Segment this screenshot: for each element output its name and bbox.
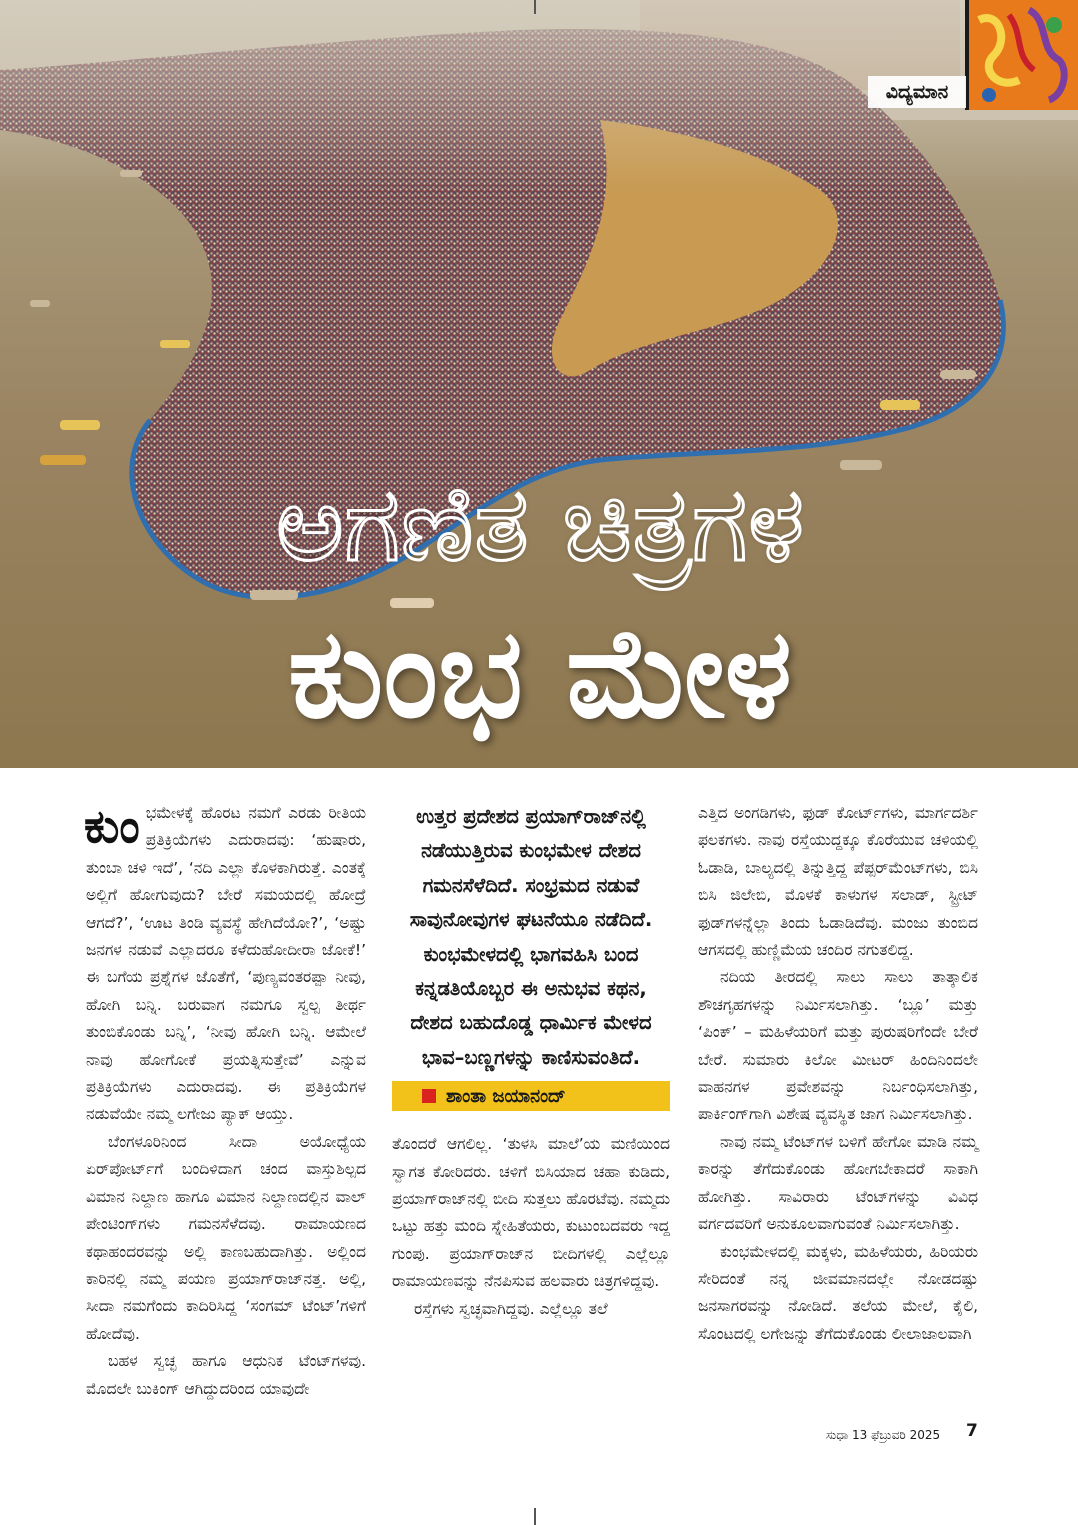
article-paragraph: ಬಹಳ ಸ್ವಚ್ಛ ಹಾಗೂ ಆಧುನಿಕ ಟೆಂಟ್‌ಗಳವು. ಮೊದಲೇ ಬುಕಿಂಗ್ ಆಗಿದ್ದುದರಿಂದ ಯಾವುದೇ — [86, 1352, 366, 1398]
headline-line-1: ಅಗಣಿತ ಚಿತ್ರಗಳ — [275, 463, 805, 585]
drop-cap: ಕುಂ — [84, 799, 140, 853]
crop-mark — [534, 0, 536, 14]
article-paragraph: ಬೆಂಗಳೂರಿನಿಂದ ಸೀದಾ ಅಯೋಧ್ಯೆಯ ಏರ್‌ಪೋರ್ಟ್‌ಗೆ ಬಂದಿಳಿದಾಗ ಚಂದ ವಾಸ್ತುಶಿಲ್ಪದ ವಿಮಾನ ನಿಲ್ದಾಣ ಹಾಗೂ ವಿಮಾನ ನಿಲ್ದಾಣದಲ್ಲಿನ ವಾಲ್ ಪೇಂಟಿಂಗ್‌ಗಳು ಗಮನಸೆಳೆದವು. ರಾಮಾಯಣದ ಕಥಾಹಂದರವನ್ನು ಅಲ್ಲಿ ಕಾಣಬಹುದಾಗಿತ್ತು. ಅಲ್ಲಿಂದ ಕಾರಿನಲ್ಲಿ ನಮ್ಮ ಪಯಣ ಪ್ರಯಾಗ್‌ರಾಜ್‌ನತ್ತ. ಅಲ್ಲಿ, ಸೀದಾ ನಮಗೆಂದು ಕಾದಿರಿಸಿದ್ದ ‘ಸಂಗಮ್ ಟೆಂಟ್’ಗಳಿಗೆ ಹೋದೆವು. — [86, 1132, 366, 1343]
article-column-1 — [86, 800, 366, 1403]
article-paragraph: ಕುಂಭಮೇಳದಲ್ಲಿ ಮಕ್ಕಳು, ಮಹಿಳೆಯರು, ಹಿರಿಯರು ಸೇರಿದಂತೆ ನನ್ನ ಜೀವಮಾನದಲ್ಲೇ ನೋಡದಷ್ಟು ಜನಸಾಗರವನ್ನು ನೋಡಿದೆ. ತಲೆಯ ಮೇಲೆ, ಕೈಲಿ, ಸೊಂಟದಲ್ಲಿ ಲಗೇಜನ್ನು ತೆಗೆದುಕೊಂಡು ಲೀಲಾಜಾಲವಾಗಿ — [698, 1242, 978, 1343]
article-paragraph — [86, 800, 366, 1129]
page-number: 7 — [966, 1421, 978, 1441]
article-paragraph: ಎತ್ತಿದ ಅಂಗಡಿಗಳು, ಫುಡ್ ಕೋರ್ಟ್‌ಗಳು, ಮಾರ್ಗದರ್ಶಿ ಫಲಕಗಳು. ನಾವು ರಸ್ತೆಯುದ್ದಕ್ಕೂ ಕೊರೆಯುವ ಚಳಿಯಲ್ಲಿ ಓಡಾಡಿ, ಬಾಲ್ಯದಲ್ಲಿ ತಿನ್ನುತ್ತಿದ್ದ ಪೆಪ್ಪರ್‌ಮೆಂಟ್‌ಗಳು, ಬಿಸಿ ಬಿಸಿ ಜಿಲೇಬಿ, ಮೊಳಕೆ ಕಾಳುಗಳ ಸಲಾಡ್, ಸ್ಟ್ರೀಟ್ ಫುಡ್‌ಗಳನ್ನೆಲ್ಲಾ ತಿಂದು ಓಡಾಡಿದೆವು. ಮಂಜು ತುಂಬಿದ ಆಗಸದಲ್ಲಿ ಹುಣ್ಣಿಮೆಯ ಚಂದಿರ ನಗುತಲಿದ್ದ. — [698, 804, 978, 960]
crop-mark — [534, 1508, 536, 1525]
author-name: ಶಾಂತಾ ಜಯಾನಂದ್ — [446, 1085, 566, 1107]
article-paragraph: ರಸ್ತೆಗಳು ಸ್ವಚ್ಛವಾಗಿದ್ದವು. ಎಲ್ಲೆಲ್ಲೂ ತಲೆ — [414, 1299, 608, 1318]
paragraph-text: ಭಮೇಳಕ್ಕೆ ಹೊರಟ ನಮಗೆ ಎರಡು ರೀತಿಯ ಪ್ರತಿಕ್ರಿಯೆಗಳು ಎದುರಾದವು: ‘ಹುಷಾರು, ತುಂಬಾ ಚಳಿ ಇದೆ’, ‘ನದಿ ಎಲ್ಲಾ ಕೊಳಕಾಗಿರುತ್ತೆ. ಎಂತಕ್ಕೆ ಅಲ್ಲಿಗೆ ಹೋಗುವುದು? ಬೇರೆ ಸಮಯದಲ್ಲಿ ಹೋದ್ರೆ ಆಗದೆ?’, ‘ಊಟ ತಿಂಡಿ ವ್ಯವಸ್ಥೆ ಹೇಗಿದೆಯೋ?’, ‘ಅಷ್ಟು ಜನಗಳ ನಡುವೆ ಎಲ್ಲಾದರೂ ಕಳೆದುಹೋದೀರಾ ಜೋಕೆ!’ ಈ ಬಗೆಯ ಪ್ರಶ್ನೆಗಳ ಜೊತೆಗೆ, ‘ಪುಣ್ಯವಂತರಪ್ಪಾ ನೀವು, ಹೋಗಿ ಬನ್ನಿ. ಬರುವಾಗ ನಮಗೂ ಸ್ವಲ್ಪ ತೀರ್ಥ ತುಂಬಿಕೊಂಡು ಬನ್ನಿ’, ‘ನೀವು ಹೋಗಿ ಬನ್ನಿ. ಆಮೇಲೆ ನಾವು ಹೋಗೋಕೆ ಪ್ರಯತ್ನಿಸುತ್ತೇವೆ’ ಎನ್ನುವ ಪ್ರತಿಕ್ರಿಯೆಗಳು ಎದುರಾದವು. ಈ ಪ್ರತಿಕ್ರಿಯೆಗಳ ನಡುವೆಯೇ ನಮ್ಮ ಲಗೇಜು ಪ್ಯಾಕ್ ಆಯ್ತು. — [86, 804, 366, 1124]
page-folio: ಸುಧಾ 13 ಫೆಬ್ರುವರಿ 2025 — [826, 1428, 941, 1442]
section-label: ವಿದ್ಯಮಾನ — [868, 76, 966, 108]
headline-line-2: ಕುಂಭ ಮೇಳ — [288, 602, 792, 746]
byline — [392, 1081, 670, 1111]
article-column-3 — [698, 800, 978, 1348]
article-body — [392, 1131, 670, 1323]
byline-marker-icon — [422, 1089, 436, 1103]
article-paragraph: ನಾವು ನಮ್ಮ ಟೆಂಟ್‌ಗಳ ಬಳಿಗೆ ಹೇಗೋ ಮಾಡಿ ನಮ್ಮ ಕಾರನ್ನು ತೆಗೆದುಕೊಂಡು ಹೋಗಬೇಕಾದರೆ ಸಾಕಾಗಿ ಹೋಗಿತ್ತು. ಸಾವಿರಾರು ಟೆಂಟ್‌ಗಳನ್ನು ವಿವಿಧ ವರ್ಗದವರಿಗೆ ಅನುಕೂಲವಾಗುವಂತೆ ನಿರ್ಮಿಸಲಾಗಿತ್ತು. — [698, 1132, 978, 1234]
section-logo — [969, 0, 1078, 110]
section-logo-art — [969, 0, 1078, 110]
standfirst: ಉತ್ತರ ಪ್ರದೇಶದ ಪ್ರಯಾಗ್‌ರಾಜ್‌ನಲ್ಲಿ ನಡೆಯುತ್ತಿರುವ ಕುಂಭಮೇಳ ದೇಶದ ಗಮನಸೆಳೆದಿದೆ. ಸಂಭ್ರಮದ ನಡುವೆ ಸಾವುನೋವುಗಳ ಘಟನೆಯೂ ನಡೆದಿದೆ. ಕುಂಭಮೇಳದಲ್ಲಿ ಭಾಗವಹಿಸಿ ಬಂದ ಕನ್ನಡತಿಯೊಬ್ಬರ ಈ ಅನುಭವ ಕಥನ, ದೇಶದ ಬಹುದೊಡ್ಡ ಧಾರ್ಮಿಕ ಮೇಳದ ಭಾವ–ಬಣ್ಣಗಳನ್ನು ಕಾಣಿಸುವಂತಿದೆ. — [409, 805, 653, 1069]
article-paragraph: ತೊಂದರೆ ಆಗಲಿಲ್ಲ. ‘ತುಳಸಿ ಮಾಲೆ’ಯ ಮಣಿಯಿಂದ ಸ್ವಾಗತ ಕೋರಿದರು. ಚಳಿಗೆ ಬಿಸಿಯಾದ ಚಹಾ ಕುಡಿದು, ಪ್ರಯಾಗ್‌ರಾಜ್‌ನಲ್ಲಿ ಬೀದಿ ಸುತ್ತಲು ಹೊರಟೆವು. ನಮ್ಮದು ಒಟ್ಟು ಹತ್ತು ಮಂದಿ ಸ್ನೇಹಿತೆಯರು, ಕುಟುಂಬದವರು ಇದ್ದ ಗುಂಪು. ಪ್ರಯಾಗ್‌ರಾಜ್‌ನ ಬೀದಿಗಳಲ್ಲಿ ಎಲ್ಲೆಲ್ಲೂ ರಾಮಾಯಣವನ್ನು ನೆನಪಿಸುವ ಹಲವಾರು ಚಿತ್ರಗಳಿದ್ದವು. — [392, 1135, 670, 1291]
article-column-2 — [392, 800, 670, 1323]
article-paragraph: ನದಿಯ ತೀರದಲ್ಲಿ ಸಾಲು ಸಾಲು ತಾತ್ಕಾಲಿಕ ಶೌಚಗೃಹಗಳನ್ನು ನಿರ್ಮಿಸಲಾಗಿತ್ತು. ‘ಬ್ಲೂ’ ಮತ್ತು ‘ಪಿಂಕ್’ – ಮಹಿಳೆಯರಿಗೆ ಮತ್ತು ಪುರುಷರಿಗೆಂದೇ ಬೇರೆ ಬೇರೆ. ಸುಮಾರು ಕಿಲೋ ಮೀಟರ್ ಹಿಂದಿನಿಂದಲೇ ವಾಹನಗಳ ಪ್ರವೇಶವನ್ನು ನಿರ್ಬಂಧಿಸಲಾಗಿತ್ತು, ಪಾರ್ಕಿಂಗ್‌ಗಾಗಿ ವಿಶೇಷ ವ್ಯವಸ್ಥಿತ ಜಾಗ ನಿರ್ಮಿಸಲಾಗಿತ್ತು. — [698, 968, 978, 1124]
